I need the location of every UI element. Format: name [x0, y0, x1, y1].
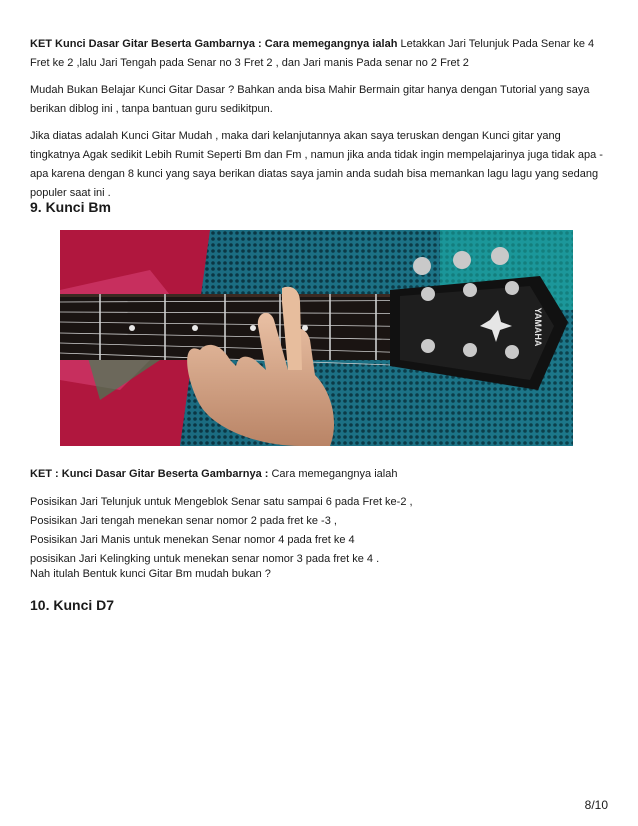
intro-paragraph-3: Jika diatas adalah Kunci Gitar Mudah , maka dari kelanjutannya akan saya teruskan dengan Kunci gitar yang tingkatnya Agak sedikit Lebih Rumit Seperti Bm dan Fm , namun jika anda tidak ingin mempelajarinya juga tidak apa - apa karena dengan 8 kunci yang saya berikan diatas saya jamin anda sudah bisa memankan lagu lagu yang sedang populer saat ini . [30, 130, 603, 199]
section-9-closing: Nah itulah Bentuk kunci Gitar Bm mudah bukan ? [30, 568, 271, 580]
intro-paragraph-2: Mudah Bukan Belajar Kunci Gitar Dasar ? Bahkan anda bisa Mahir Bermain gitar hanya dengan Tutorial yang saya berikan diblog ini , tanpa bantuan guru sedikitpun. [30, 84, 590, 115]
bm-step-2: Posisikan Jari tengah menekan senar nomor 2 pada fret ke -3 , [30, 515, 337, 527]
section-9-ket-text: Cara memegangnya ialah [271, 468, 398, 480]
yamaha-brand-text: YAMAHA [533, 307, 543, 347]
section-9-heading: 9. Kunci Bm [30, 199, 111, 215]
intro-ket-paragraph [30, 35, 610, 73]
section-9-ket-label: KET : Kunci Dasar Gitar Beserta Gambarnya : [30, 468, 272, 480]
guitar-bm-chord-photo [60, 230, 573, 446]
intro-ket-text: Letakkan Jari Telunjuk Pada Senar ke 4 Fret ke 2 ,lalu Jari Tengah pada Senar no 3 Fret 2 , dan Jari manis Pada senar no 2 Fret 2 [30, 38, 595, 69]
bm-step-3: Posisikan Jari Manis untuk menekan Senar nomor 4 pada fret ke 4 [30, 534, 355, 546]
section-9-ket-paragraph [30, 465, 397, 484]
intro-ket-label: KET Kunci Dasar Gitar Beserta Gambarnya : Cara memegangnya ialah [30, 38, 398, 50]
section-10-heading: 10. Kunci D7 [30, 597, 115, 613]
bm-step-1: Posisikan Jari Telunjuk untuk Mengeblok Senar satu sampai 6 pada Fret ke-2 , [30, 496, 413, 508]
page-number: 8/10 [584, 798, 608, 812]
bm-step-4: posisikan Jari Kelingking untuk menekan senar nomor 3 pada fret ke 4 . [30, 553, 380, 565]
bm-steps-list [30, 493, 413, 569]
